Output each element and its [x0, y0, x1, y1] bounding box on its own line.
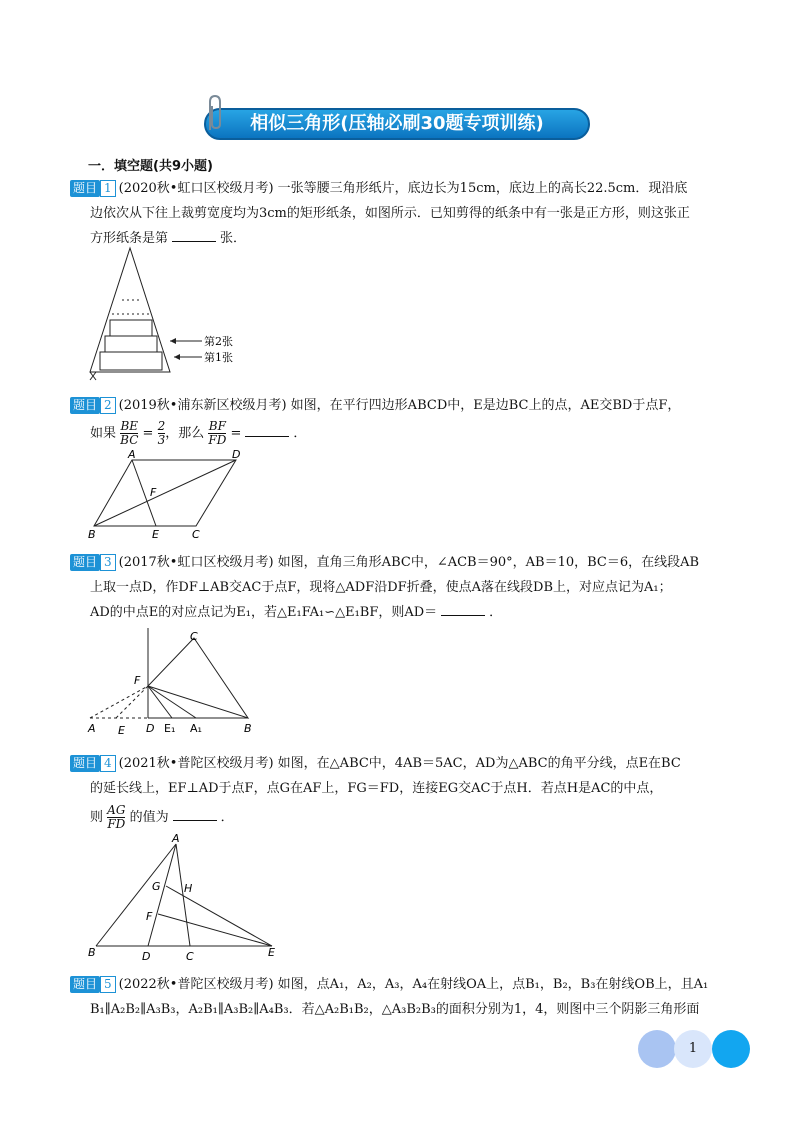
figure-label: F [134, 674, 141, 687]
question-number: 2 [100, 397, 116, 414]
question-text: 边依次从下往上裁剪宽度均为3cm的矩形纸条，如图所示．已知剪得的纸条中有一张是正方形，则这张正 [90, 206, 690, 221]
question-badge: 题目 [70, 397, 100, 414]
question-text: ． [293, 426, 307, 441]
fraction: $\frac{BF}{FD}$ [208, 419, 227, 447]
question-1 [70, 176, 730, 251]
equals-sign: = [142, 426, 154, 441]
answer-blank[interactable] [441, 603, 485, 616]
figure-label: E [118, 724, 125, 737]
answer-blank[interactable] [172, 229, 216, 242]
figure-label: F [150, 486, 157, 499]
figure-label: 第1张 [204, 351, 233, 364]
question-badge: 题目 [70, 755, 100, 772]
question-text: 的值为 [129, 810, 169, 825]
equals-sign: = [230, 426, 242, 441]
figure-label: A [88, 722, 96, 735]
question-badge: 题目 [70, 180, 100, 197]
question-text: (2021秋•普陀区校级月考) 如图，在△ABC中，4AB＝5AC，AD为△ABC的角平分线，点E在BC [118, 756, 681, 771]
figure-label: E [152, 528, 159, 541]
question-4 [70, 751, 730, 835]
figure-label: D [146, 722, 155, 735]
figure-label: E₁ [164, 722, 176, 735]
figure-label: A₁ [190, 722, 202, 735]
figure-label: C [192, 528, 200, 541]
question-number: 3 [100, 554, 116, 571]
question-text: (2019秋•浦东新区校级月考) 如图，在平行四边形ABCD中，E是边BC上的点，AE交BD于点F， [118, 398, 681, 413]
question-text: 则 [90, 810, 104, 825]
fraction: $\frac{2}{3}$ [157, 419, 166, 447]
question-text: AD的中点E的对应点记为E₁，若△E₁FA₁∽△E₁BF，则AD＝ [90, 605, 438, 620]
figure-label: B [88, 528, 96, 541]
figure-q1 [86, 244, 276, 384]
page-decor-circle [638, 1030, 676, 1068]
section-heading: 一．填空题(共9小题) [88, 159, 213, 174]
figure-label: D [232, 448, 241, 461]
page-decor-circle [712, 1030, 750, 1068]
paperclip-icon [202, 94, 226, 134]
question-text: ． [489, 605, 503, 620]
question-number: 5 [100, 976, 116, 993]
question-text: 如果 [90, 426, 117, 441]
answer-blank[interactable] [245, 424, 289, 437]
figure-label: G [152, 880, 161, 893]
question-text: 的延长线上，EF⊥AD于点F，点G在AF上，FG＝FD，连接EG交AC于点H．若点H是AC的中点， [90, 781, 663, 796]
question-badge: 题目 [70, 554, 100, 571]
figure-label: A [128, 448, 136, 461]
question-text: ，那么 [165, 426, 205, 441]
figure-label: E [268, 946, 275, 959]
page-title: 相似三角形(压轴必刷30题专项训练) [204, 108, 590, 140]
figure-q4 [86, 830, 286, 964]
figure-label: C [186, 950, 194, 963]
question-text: (2017秋•虹口区校级月考) 如图，直角三角形ABC中，∠ACB＝90°，AB＝10，BC＝6，在线段AB [118, 555, 700, 570]
page-number: 1 [674, 1030, 712, 1068]
figure-label: B [88, 946, 96, 959]
figure-q2 [86, 448, 266, 544]
scissors-icon [90, 372, 96, 380]
figure-label: 第2张 [204, 335, 233, 348]
question-3 [70, 550, 730, 625]
fraction: $\frac{BE}{BC}$ [120, 419, 139, 447]
question-badge: 题目 [70, 976, 100, 993]
answer-blank[interactable] [173, 808, 217, 821]
question-text: 张． [220, 231, 247, 246]
question-text: ． [220, 810, 234, 825]
question-text: (2022秋•普陀区校级月考) 如图，点A₁，A₂，A₃，A₄在射线OA上，点B₁，B₂，B₃在射线OB上，且A₁ [118, 977, 709, 992]
figure-q3 [86, 626, 266, 738]
question-text: 方形纸条是第 [90, 231, 169, 246]
figure-label: C [190, 630, 198, 643]
figure-label: F [146, 910, 153, 923]
figure-label: A [172, 832, 180, 845]
figure-label: D [142, 950, 151, 963]
question-text: 上取一点D，作DF⊥AB交AC于点F，现将△ADF沿DF折叠，使点A落在线段DB上，对应点记为A₁； [90, 580, 672, 595]
figure-label: B [244, 722, 252, 735]
question-number: 1 [100, 180, 116, 197]
question-text: B₁∥A₂B₂∥A₃B₃，A₂B₁∥A₃B₂∥A₄B₃．若△A₂B₁B₂，△A₃B₂B₃的面积分别为1，4，则图中三个阴影三角形面 [90, 1002, 700, 1017]
title-banner [204, 108, 590, 140]
question-number: 4 [100, 755, 116, 772]
question-2 [70, 393, 730, 450]
question-5 [70, 972, 730, 1022]
question-text: (2020秋•虹口区校级月考) 一张等腰三角形纸片，底边长为15cm，底边上的高长22.5cm．现沿底 [118, 181, 688, 196]
figure-label: H [184, 882, 193, 895]
fraction: $\frac{AG}{FD}$ [107, 803, 126, 831]
